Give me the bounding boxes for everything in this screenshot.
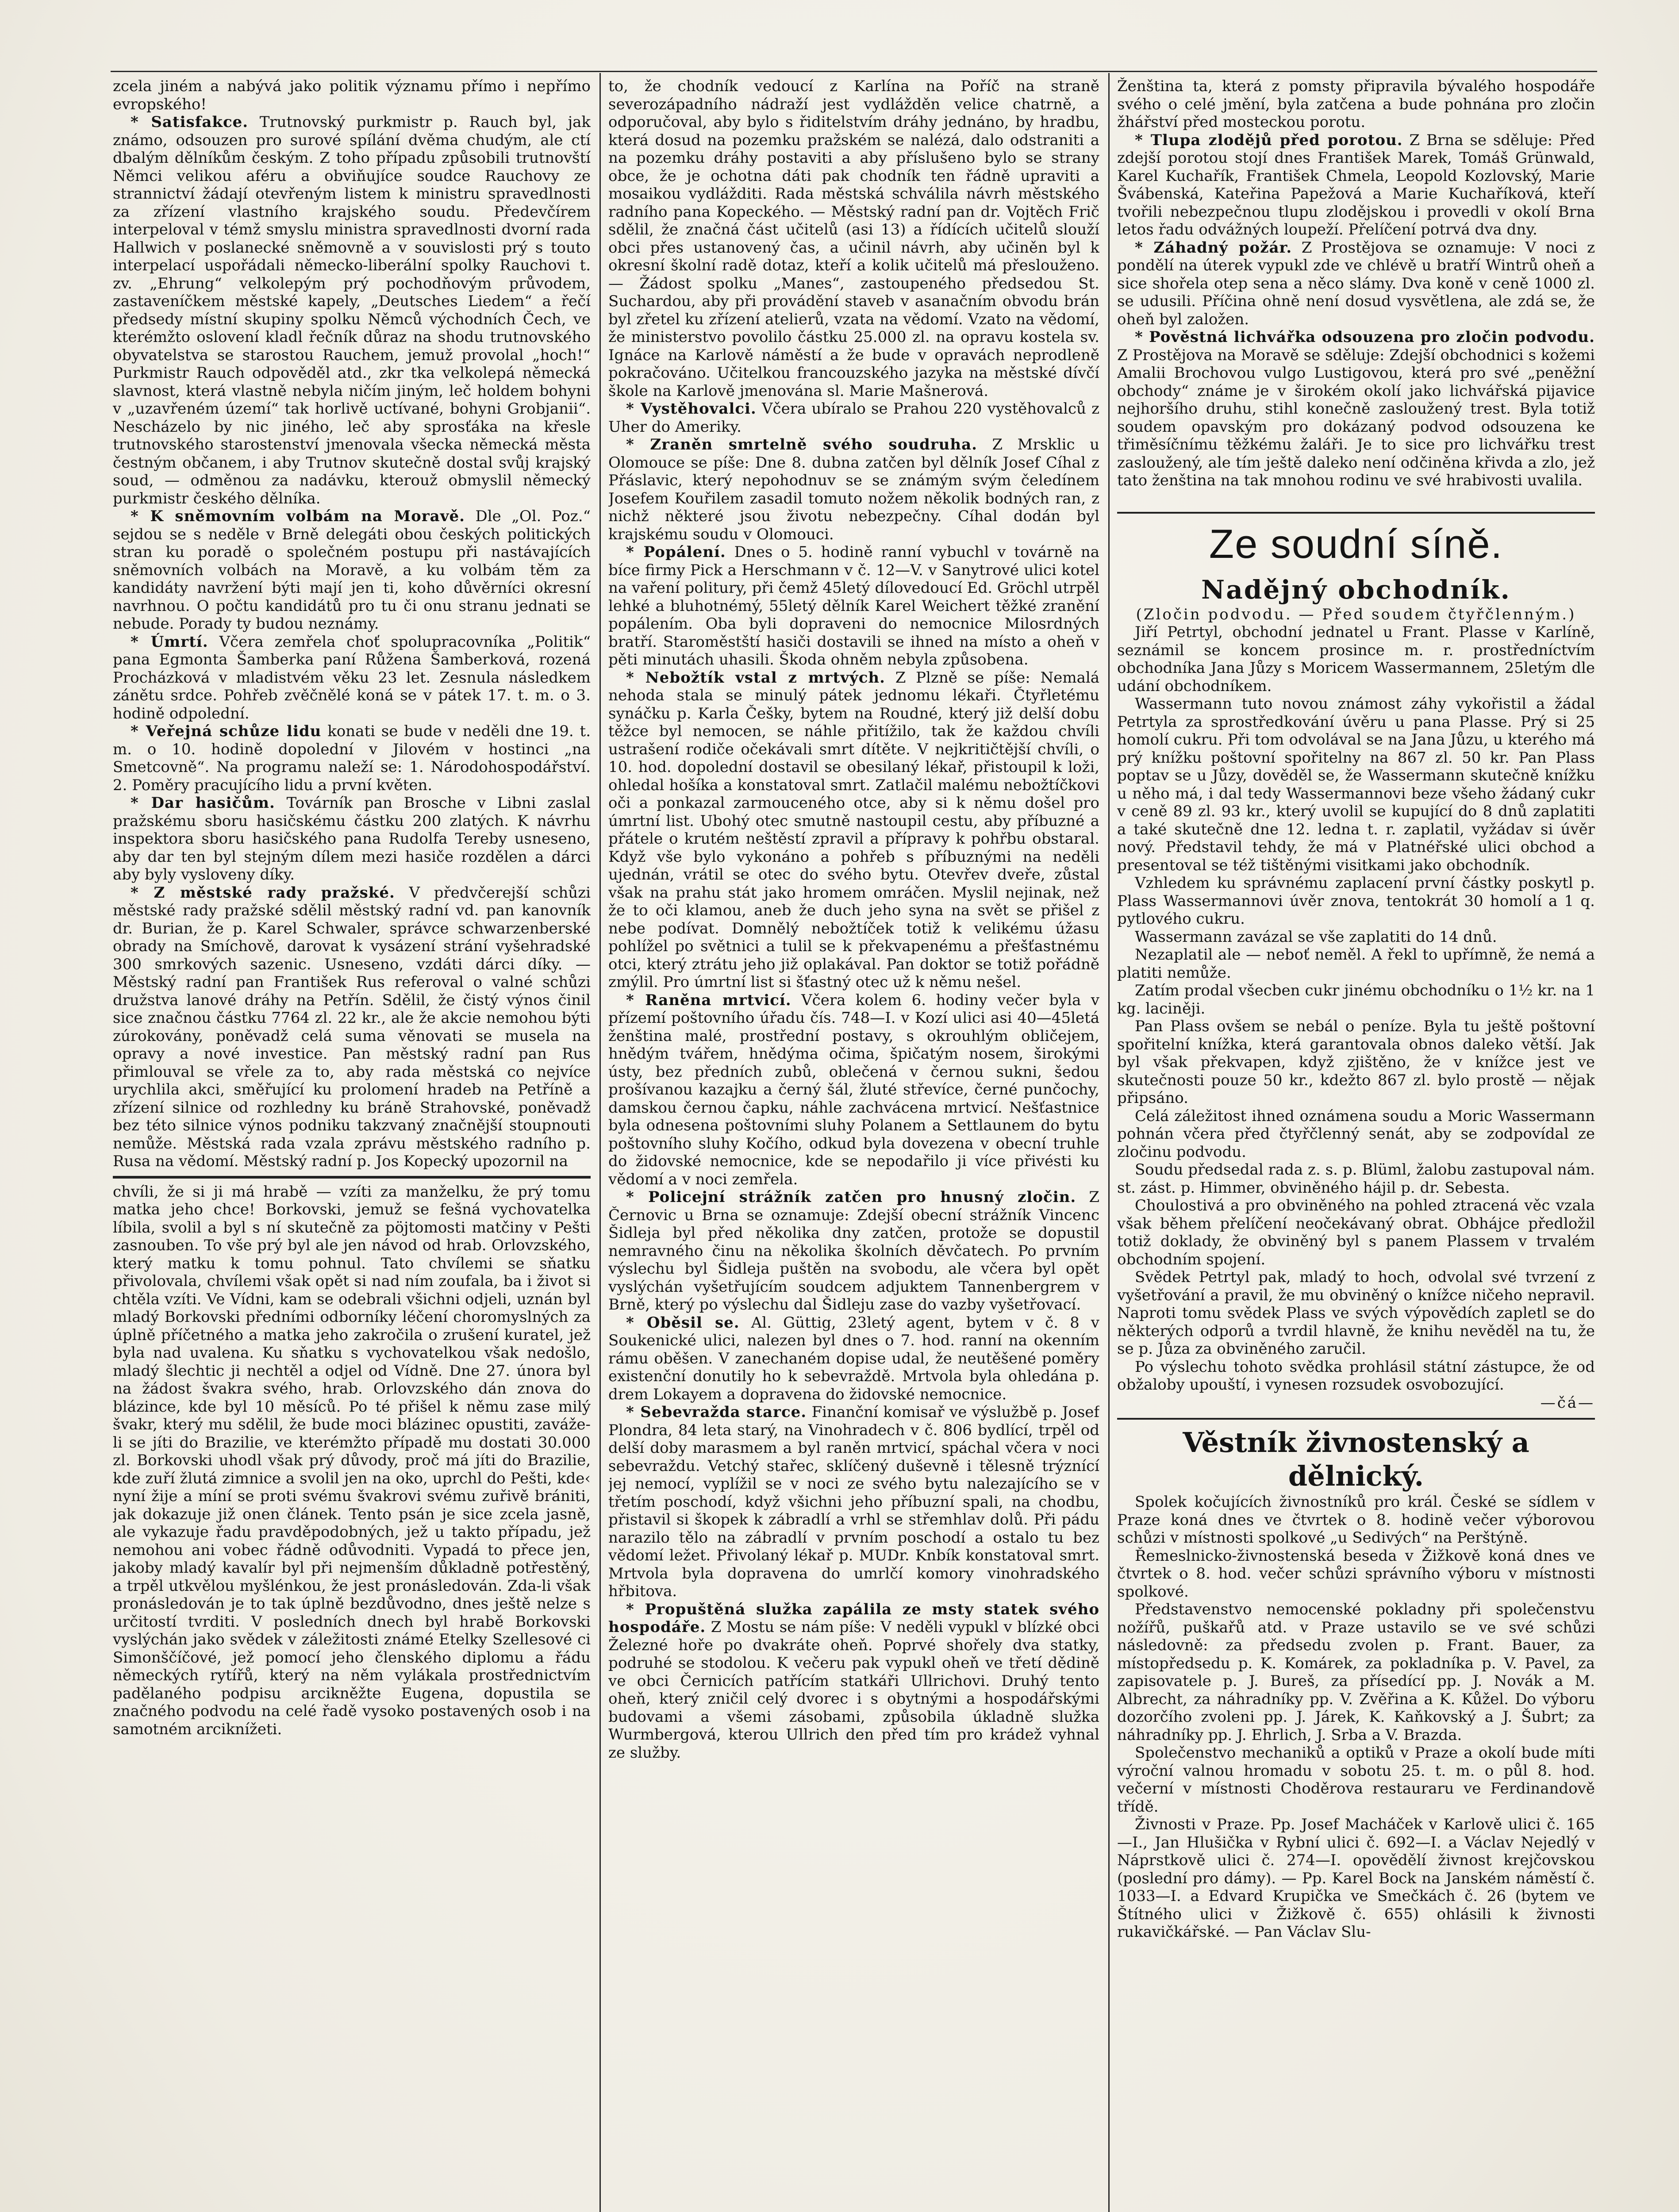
article-body: Z Brna se sděluje: Před zdejší porotou stojí dnes František Marek, Tomáš Grünwald, Karel Kuchařík, František Chmela, Leopold Kozlovský, Marie Švábenská, Kateřina Papežová a Marie Kuchaříková, kteří tvořili nebezpečnou tlupu zlodějskou i provedli v okolí Brna letos řadu odvážných loupeží. Přelíčení potrvá dva dny. xyxy=(1117,131,1595,238)
court-paragraph: Wassermann zavázal se vše zaplatiti do 14 dnů. xyxy=(1135,928,1497,946)
article-heading: * Raněna mrtvicí. xyxy=(626,991,791,1009)
article-heading: * Propuštěná služka zapálila ze msty statek svého hospodáře. xyxy=(608,1600,1099,1636)
article-heading: * Zraněn smrtelně svého soudruha. xyxy=(626,436,977,453)
article-dar xyxy=(113,794,591,884)
article-body: Včera ubíralo se Prahou 220 vystěhovalců z Uher do Ameriky. xyxy=(608,400,1099,436)
article-heading: * Policejní strážník zatčen pro hnusný zločin. xyxy=(626,1188,1076,1206)
paragraph: Ženština ta, která z pomsty připravila bývalého hospodáře svého o celé jmění, byla zatčena a bude pohnána pro zločin žhářství před mosteckou porotu. xyxy=(1117,77,1595,131)
article-popaleni xyxy=(608,543,1099,669)
vestnik-item: Představenstvo nemocenské pokladny při společenstvu nožířů, puškařů atd. v Praze ustavilo se ve své schůzi následovně: za předsedu zvolen p. Frant. Bauer, za místopředsedu p. K. Komárek, za pokladníka p. V. Pavel, za zapisovatele p. J. Bureš, za přísedící pp. J. Novák a M. Albrecht, za náhradníky pp. V. Zvěřina a K. Kůžel. Do výboru dozorčího zvoleni pp. J. Járek, K. Kaňkovský a J. Šubrt; za náhradníky pp. J. Ehrlich, J. Srba a V. Brazda. xyxy=(1117,1601,1595,1744)
article-body: Z Mrsklic u Olomouce se píše: Dne 8. dubna zatčen byl dělník Josef Cíhal z Přáslavic, který nepohodnuv se se známým svým čeledínem Josefem Kouřilem zasadil tomuto nožem několik bodných ran, z nichž některé jsou životu nebezpečny. Cíhal dodán byl krajskému soudu v Olomouci. xyxy=(608,436,1099,543)
article-body: Továrník pan Brosche v Libni zaslal pražskému sboru hasičskému částku 200 zlatých. K návrhu inspektora sboru hasičského pana Rudolfa Tereby usneseno, aby dar ten byl stejným dílem mezi hasiče rozdělen a dárci aby byly vysloveny díky. xyxy=(113,794,591,883)
column-1 xyxy=(113,77,591,2212)
court-paragraph: Pan Plass ovšem se nebál o peníze. Byla tu ještě poštovní spořitelní knížka, která garantovala obnos daleko větší. Jak byl však překvapen, když zjištěno, že v knížce jest ve skutečnosti pouze 50 kr., kdežto 867 zl. bylo prostě — nějak připsáno. xyxy=(1117,1018,1595,1107)
article-volby xyxy=(113,507,591,633)
column-3 xyxy=(1117,77,1595,2212)
article-body: Z Prostějova se oznamuje: V noci z pondělí na úterek vypukl zde ve chlévě u bratří Wintrů oheň a sice shořela otep sena a něco slámy. Dva koně v ceně 1000 zl. se udusili. Příčina ohně není dosud vysvětlena, ale zdá se, že oheň byl založen. xyxy=(1117,238,1595,328)
article-body: Z Prostějova na Moravě se sděluje: Zdejší obchodnici s kožemi Amalii Brochovou vulgo Lustigovou, která pro své „peněžní obchody“ známe je v širokém okolí jako lichvářská pijavice nejhoršího druhu, stihl konečně zasloužený trest. Byla totiž soudem opavským pro dokázaný podvod odsouzena ke třiměsíčnímu těžkému žaláři. Je to sice pro lichvářku trest zasloužený, ale tím ještě daleko není odčiněna křivda a zlo, jež tato ženština na tak mnohou rodinu ve své hrabivosti uvalila. xyxy=(1117,346,1595,489)
article-zranen xyxy=(608,436,1099,543)
article-body: Včera zemřela choť spolupracovníka „Politik“ pana Egmonta Šamberka paní Růžena Šamberková, rozená Procházková v mladistvém věku 23 let. Zesnula následkem zánětu srdce. Pohřeb zvěčnělé koná se v pátek 17. t. m. o 3. hodině odpolední. xyxy=(113,633,591,722)
vestnik-item: Živnosti v Praze. Pp. Josef Macháček v Karlově ulici č. 165—I., Jan Hlušička v Rybní ulici č. 692—I. a Václav Nejedlý v Náprstkově ulici č. 274—I. opovědělí živnost krejčovskou (poslední pro dámy). — Pp. Karel Bock na Janském náměstí č. 1033—I. a Edvard Krupička ve Smečkách č. 26 (bytem ve Štítného ulici v Žižkově č. 655) ohlásili k živnosti rukavičkářské. — Pan Václav Slu- xyxy=(1117,1816,1595,1941)
court-paragraph: Vzhledem ku správnému zaplacení první částky poskytl p. Plass Wassermannovi úvěr znova, tentokrát 30 homolí a 1 q. pytlového cukru. xyxy=(1117,874,1595,928)
article-body: konati se bude v neděli dne 19. t. m. o 10. hodině dopolední v Jilovém v hostinci „na Smetcovně“. Na programu naleží se: 1. Národohospodářství. 2. Poměry pracujícího lidu a první květen. xyxy=(113,722,591,794)
article-heading: * Popálení. xyxy=(626,543,726,561)
article-heading: * Tlupa zlodějů před porotou. xyxy=(1135,131,1403,149)
article-umrti xyxy=(113,633,591,723)
section-title: Ze soudní síně. xyxy=(1117,512,1595,568)
article-body: Z Černovic u Brna se oznamuje: Zdejší obecní strážník Vincenc Šidleja byl před několika dny zatčen, protože se dopustil nemravného činu na několika školních děvčatech. Po prvním výslechu byl Šidleja puštěn na svobodu, ale včera byl opět vyslýchán vyšetřujícím soudcem adjuktem Tannenbergrem v Brně, který po výslechu dal Šidleju zase do vazby vyšetřovací. xyxy=(608,1188,1099,1313)
article-tlupa xyxy=(1117,131,1595,239)
court-paragraph: Zatím prodal všecben cukr jinému obchodníku o 1½ kr. na 1 kg. laciněji. xyxy=(1117,982,1595,1018)
article-body: Z Mostu se nám píše: V neděli vypukl v blízké obci Železné hoře po dvakráte oheň. Poprvé shořely dva statky, podruhé se stodolou. K večeru pak vypukl oheň ve třetí dědině ve obci Černicích patřícím statkáři Ullrichovi. Druhý tento oheň, který zničil celý dvorec i s obytnými a hospodářskými budovami a všemi zásobami, způsobila úkladně služka Wurmbergová, kterou Ullrich den před tím pro krádež vyhnal ze služby. xyxy=(608,1618,1099,1762)
article-heading: * Veřejná schůze lidu xyxy=(131,722,322,740)
article-heading: * Vystěhovalci. xyxy=(626,400,757,418)
top-rule xyxy=(111,71,1597,72)
court-paragraph: Svědek Petrtyl pak, mladý to hoch, odvolal své tvrzení z vyšetřování a pravil, že mu obviněný o knížce ničeho nepravil. Naproti tomu svědek Plass ve svých výpovědích zapletl se do některých odporů a tvrdil hlavně, že knihu nevěděl na tu, že se p. Jůza za obviněného zaručil. xyxy=(1117,1268,1595,1358)
court-paragraph: Po výslechu tohoto svědka prohlásil státní zástupce, že od obžaloby upouští, i vynesen rozsudek osvobozující. xyxy=(1117,1358,1595,1394)
article-straznik xyxy=(608,1188,1099,1314)
court-paragraph: Soudu předsedal rada z. s. p. Blüml, žalobu zastupoval nám. st. zást. p. Himmer, obviněného hájil p. dr. Sebesta. xyxy=(1117,1161,1595,1197)
vestnik-heading: Věstník živnostenský a dělnický. xyxy=(1117,1418,1595,1493)
article-body: Včera kolem 6. hodiny večer byla v přízemí poštovního úřadu čís. 748—I. v Kozí ulici asi 40—45letá ženština malé, prostřední postavy, s okrouhlým obličejem, hnědým tvářem, hnědýma očima, špičatým nosem, širokými ústy, bez předních zubů, oblečená v černou sukni, šedou prošívanou kazajku a černý šál, žluté střevíce, černé punčochy, damskou černou čapku, náhle zachvácena mrtvicí. Nešťastnice byla odnesena poštovními sluhy Polanem a Settlaunem do bytu poštovního sluhy Kočího, odkud byla dovezena v obecní truhle do židovské nemocnice, kde se nepodařilo ji více přivésti ku vědomí a v noci zemřela. xyxy=(608,991,1099,1188)
article-body: Trutnovský purkmistr p. Rauch byl, jak známo, odsouzen pro surové spílání dvěma chudým, ale ctí dbalým dělníkům českým. Z toho případu způsobili trutnovští Němci velikou aféru a obviňujíce soudce Rauchovy ze strannictví žádají otevřeným listem k ministru spravedlnosti za zřízení vlastního krajského soudu. Předevčírem interpeloval v témž smyslu ministra spravedlnosti dvorní rada Hallwich v poslanecké sněmovně a v souvislosti prý s touto interpelací uspořádali německo-liberální spolky Rauchovi t. zv. „Ehrung“ velkolepým prý pochodňovým průvodem, zastaveníčkem městské kapely, „Deutsches Liedem“ a řečí předsedy místní skupiny spolku Němců východních Čech, ve kterémžto oslovení kladl řečník důraz na shodu trutnovského obyvatelstva se starostou Rauchem, jemuž provolal „hoch!“ Purkmistr Rauch odpověděl atd., zkr tka velkolepá německá slavnost, která vlastně nebyla ničím jiným, leč holdem bohyni v „uzavřeném území“ tak horlivě uctívané, bohyni Grobjanii“. Nescházelo by nic jiného, leč aby sprosťáka na křesle trutnovského starostenství jmenovala všecka německá města čestným občanem, i aby Trutnov skutečně dostal svůj krajský soud, — odměnou za nadávku, kterouž obmyslil německý purkmistr českého dělníka. xyxy=(113,113,591,507)
article-rada xyxy=(113,884,591,1171)
court-paragraph: Choulostivá a pro obviněného na pohled ztracená věc vzala však během přelíčení neočekávaný obrat. Obhájce předložil totiž doklady, že obviněný byl s panem Plassem v trvalém obchodním spojení. xyxy=(1117,1197,1595,1268)
article-pozar xyxy=(1117,239,1595,329)
article-heading: * Pověstná lichvářka odsouzena pro zločin podvodu. xyxy=(1135,328,1595,346)
court-paragraph: Nezaplatil ale — neboť neměl. A řekl to upřímně, že nemá a platiti nemůže. xyxy=(1117,946,1595,982)
case-title: Nadějný obchodník. xyxy=(1201,574,1511,605)
article-heading: * Nebožtík vstal z mrtvých. xyxy=(626,668,885,687)
article-heading: * K sněmovním volbám na Moravě. xyxy=(131,507,465,525)
article-body: Al. Güttig, 23letý agent, bytem v č. 8 v Soukenické ulici, nalezen byl dnes o 7. hod. ranní na okenním rámu oběšen. V zanechaném dopise udal, že neutěšené poměry existenční donutily ho k sebevraždě. Mrtvola byla ohledána p. drem Lokayem a dopravena do židovské nemocnice. xyxy=(608,1313,1099,1403)
column-divider-1 xyxy=(599,73,601,2212)
case-subtitle: (Zločin podvodu. — Před soudem čtyřčlenným.) xyxy=(1136,605,1576,623)
article-mrtvice xyxy=(608,991,1099,1189)
article-heading: * Satisfakce. xyxy=(131,113,249,131)
article-heading: * Sebevražda starce. xyxy=(626,1403,807,1421)
article-body: Z Plzně se píše: Nemalá nehoda stala se minulý pátek jednomu lékaři. Čtyřletému synáčku p. Karla Češky, bytem na Roudné, který již delší dobu těžce byl nemocen, se náhle přitížilo, tak že každou chvíli ustrašení rodiče očekávali smrt dítěte. V nejkritičtější chvíli, o 10. hod. dopolední dostavil se obesilaný lékař, přistoupil k loži, ohledal hošíka a konstatoval smrt. Zatlačil malému nebožtíčkovi oči a ponkazal zarmouceného otce, aby si k němu došel pro úmrtní list. Ubohý otec smutně nastoupil cestu, aby příbuzné a přátele o krutém neštěstí zpravil a přípravy k pohřbu obstaral. Když vše bylo vykonáno a pohřeb s příbuznými na neděli ujednán, vrátil se otec do svého bytu. Otevřev dveře, zůstal však na prahu stát jako hromem omráčen. Myslil nejinak, než že to oči klamou, aneb že duch jeho syna na svět se přišel z nebe podívat. Domnělý nebožtíček totiž k velikému úžasu pohlížel po světnici a tulil se k překvapenému a přešťastnému otci, který ztrátu jeho již oplakával. Pan doktor se totiž pořádně zmýlil. Pro úmrtní list si šťastný otec už k němu nešel. xyxy=(608,668,1099,991)
paragraph: to, že chodník vedoucí z Karlína na Poříč na straně severozápadního nádraží jest vydlážděn velice chatrně, a odporučoval, aby bylo s řiditelstvím dráhy jednáno, by hradbu, která dosud na pozemku pražském se nalézá, dalo odstraniti a na pozemku dráhy postaviti a aby příslušeno bylo se strany obce, že je ochotna dáti pak chodník ten řádně upraviti a mosaikou vydlážditi. Rada městská schválila návrh městského radního pana Kopeckého. — Městský radní pan dr. Vojtěch Frič sdělil, že značná část učitelů (asi 13) a řídících učitelů slouží obci přes ustanovený čas, a učinil návrh, aby učiněn byl k okresní školní radě dotaz, kteří a kolik učitelů má přeslouženo. — Žádost spolku „Manes“, zastoupeného předsedou St. Suchardou, aby při provádění staveb v asanačním obvodu brán byl zřetel ku zřízení atelierů, vzata na vědomí. Vzato na vědomí, že ministerstvo povolilo částku 25.000 zl. na opravu kostela sv. Ignáce na Karlově náměstí a že bude v opravách neprodleně pokračováno. Učitelkou francouzského jazyka na městské dívčí škole na Karlově jmenována sl. Marie Mašnerová. xyxy=(608,77,1099,400)
article-body: V předvčerejší schůzi městské rady pražské sdělil městský radní vd. pan kanovník dr. Burian, že p. Karel Schwaler, správce schwarzenberské obrady na Smíchově, darovat k vysázení strání vyšehradské 300 smrkových sazenic. Usneseno, vzdáti dárci díky. — Městský radní pan František Rus referoval o valné schůzi družstva lanové dráhy na Petřín. Sdělil, že čistý výnos činil sice značnou částku 7764 zl. 22 kr., ale že akcie nemohou býti zúrokovány, poněvadž celá suma věnovati se musela na opravy a nové investice. Pan městský radní pan Rus přimlouval se vřele za to, aby rada městská co nejvíce urychlila akci, směřující ku prolomení hradeb na Petříně a zřízení silnice od rozhledny ku bráně Strahovské, poněvadž bez této silnice výnos podniku takzvaný značnější stoupnouti nemůže. Městská rada vzala zprávu městského radního p. Rusa na vědomí. Městský radní p. Jos Kopecký upozornil na xyxy=(113,883,591,1170)
article-heading: * Záhadný požár. xyxy=(1135,238,1292,257)
court-paragraph: Jiří Petrtyl, obchodní jednatel u Frant. Plasse v Karlíně, seznámil se koncem prosince m. r. prostředníctvím obchodníka Jana Jůzy s Moricem Wassermannem, 25letým dle udání obchodníkem. xyxy=(1117,623,1595,695)
article-heading: * Oběsil se. xyxy=(626,1313,740,1332)
paragraph: zcela jiném a nabývá jako politik významu přímo i nepřímo evropského! xyxy=(113,77,591,113)
column-2 xyxy=(608,77,1099,2212)
article-heading: * Z městské rady pražské. xyxy=(131,883,395,902)
article-heading: * Úmrtí. xyxy=(131,633,208,651)
vestnik-item: Společenstvo mechaniků a optiků v Praze a okolí bude míti výroční valnou hromadu v sobotu 25. t. m. o půl 8. hod. večerní v místnosti Choděrova restauraru ve Ferdinandově třídě. xyxy=(1117,1744,1595,1816)
article-body: Dnes o 5. hodině ranní vybuchl v továrně na bíce firmy Pick a Herschmann v č. 12—V. v Sanytrové ulici kotel na vaření politury, při čemž 45letý dílovedoucí Ed. Gröchl utrpěl lehké a bluhotnémý, 55letý dělník Karel Weichert těžké zranění popálením. Oba byli dopraveni do nemocnice Milosrdných bratří. Staroměstští hasiči dostavili se ihned na místo a oheň v pěti minutách uhasili. Škoda ohněm nebyla způsobena. xyxy=(608,543,1099,668)
article-schuze xyxy=(113,722,591,794)
author-signature: —čá— xyxy=(1540,1394,1595,1412)
article-nebozik xyxy=(608,669,1099,991)
feuilleton-rule xyxy=(113,1176,591,1179)
article-vystehovalci xyxy=(608,400,1099,436)
article-satisfakce xyxy=(113,113,591,507)
feuilleton-text: chvíli, že si ji má hrabě — vzíti za manželku, že prý tomu matka jeho chce! Borkovski, jemuž se fešná vychovatelka líbila, svolil a byl s ní skutečně za pöjtomosti matčiny v Pešti zasnouben. To vše prý byl ale jen návod od hrab. Orlovzského, který matku k tomu pohnul. Tato chvílemi se sňatku přivolovala, chvílemi však opět si nad ním zoufala, ba i život si chtěla vzíti. Ve Vídni, kam se odebrali všichni odjeli, uznán byl mladý Borkovski předními odborníky léčení choromyslných za úplně příčetného a matka jeho zakročila o zrušení kuratel, jež byla nad uvalena. Ku sňatku s vychovatelkou však nedošlo, mladý šlechtic ji nechtěl a odjel od Vídně. Dne 27. února byl na žádost švakra svého, hrab. Orlovzského dán znova do blázince, kde byl 10 měsíců. Po té přišel k němu zase milý švakr, který mu sdělil, že bude moci blázinec opustiti, zaváže-li se jíti do Brazilie, ve kterémžto případě mu dostati 30.000 zl. Borkovski uhodl však prý důvody, proč má jíti do Brazilie, kde zuří žlutá zimnice a svolil jen na oko, uprchl do Pešti, kde‹ nyní žije a míní se proti svému švakrovi svému zuřivě brániti, jak dokazuje již onen článek. Tento psán je sice zcela jasně, ale vykazuje řadu pravděpodobných, jež u takto případu, jež nemohou ani vobec řádně odůvodniti. Vypadá to přece jen, jakoby mladý kavalír byl při nejmenším důkladně potřestěný, a trpěl utkvělou myšlénkou, že jest pronásledován. Zda-li však pronásledován je to tak úplně bezdůvodno, dnes ještě nelze s určitostí tvrditi. V posledních dnech byl hrabě Borkovski vyslýchán jako svědek v záležitosti známé Etelky Szellesové ci Simonščíčové, jež pomocí jeho členského diplomu a řádu německých rytířů, který na něm vylákala prostřednictvím padělaného podpisu arcikněžte Eugena, dopustila se značného podvodu na celé řadě vysoko postavených osob i na samotném arciknížeti. xyxy=(113,1183,591,1738)
article-body: Dle „Ol. Poz.“ sejdou se s neděle v Brně delegáti obou českých politických stran ku poradě o společném postupu při nastávajících sněmovních volbách na Moravě, a ku volbám těm za kandidáty navržení býti mají jen ti, koho důvěrníci okresní navrhnou. O počtu kandidátů pro tu či onu stranu jednati se nebude. Porady ty budou neznámy. xyxy=(113,507,591,633)
vestnik-item: Spolek kočujících živnostníků pro král. České se sídlem v Praze koná dnes ve čtvrtek o 8. hodině večer výborovou schůzi v místnosti spolkové „u Sedivých“ na Perštýně. xyxy=(1117,1493,1595,1547)
vestnik-item: Řemeslnicko-živnostenská beseda v Žižkově koná dnes ve čtvrtek o 8. hod. večer schůzi správního výboru v místnosti spolkové. xyxy=(1117,1547,1595,1601)
article-sebevrazda xyxy=(608,1403,1099,1601)
article-heading: * Dar hasičům. xyxy=(131,794,275,812)
article-body: Finanční komisař ve výslužbě p. Josef Plondra, 84 leta starý, na Vinohradech v č. 806 bydlící, trpěl od delší doby marasmem a byl raněn mrtvicí, spáchal včera v noci sebevraždu. Vetchý stařec, sklíčený duševně i tělesně trýznící jej nemocí, vyplížil se v noci ze svého bytu nalezajícího se v třetím poschodí, když všichni jeho příbuzní spali, na chodbu, přistavil si škopek k zábradlí a vrhl se střemhlav dolů. Při pádu narazilo tělo na zábradlí v prvním poschodí a ostalo tu bez vědomí ležet. Přivolaný lékař p. MUDr. Knbík konstatoval smrt. Mrtvola byla dopravena do umrlčí komory vinohradského hřbitova. xyxy=(608,1403,1099,1600)
court-paragraph: Wassermann tuto novou známost záhy vykořistil a žádal Petrtyla za sprostředkování úvěru u pana Plasse. Prý si 25 homolí cukru. Při tom odvolával se na Jana Jůzu, u kterého má prý knížku poštovní spořitelny na 867 zl. 50 kr. Pan Plass poptav se u Jůzy, dověděl se, že Wassermann skutečně knížku u něho má, i dal tedy Wassermannovi beze všeho žádaný cukr v ceně 89 zl. 93 kr., který uvolil se kupující do 8 dnů zaplatiti a také skutečně dne 12. ledna t. r. zaplatil, vyžádav si úvěr nový. Představil tehdy, že má v Platnéřské ulici obchod a presentoval se též tištěnými visitkami jako obchodník. xyxy=(1117,695,1595,874)
article-sluzka xyxy=(608,1601,1099,1762)
column-divider-2 xyxy=(1108,73,1110,2212)
court-paragraph: Celá záležitost ihned oznámena soudu a Moric Wassermann pohnán včera před čtyřčlenný senát, aby se zodpovídal ze zločinu podvodu. xyxy=(1117,1107,1595,1161)
article-obesil xyxy=(608,1314,1099,1404)
article-lichvarka xyxy=(1117,328,1595,490)
